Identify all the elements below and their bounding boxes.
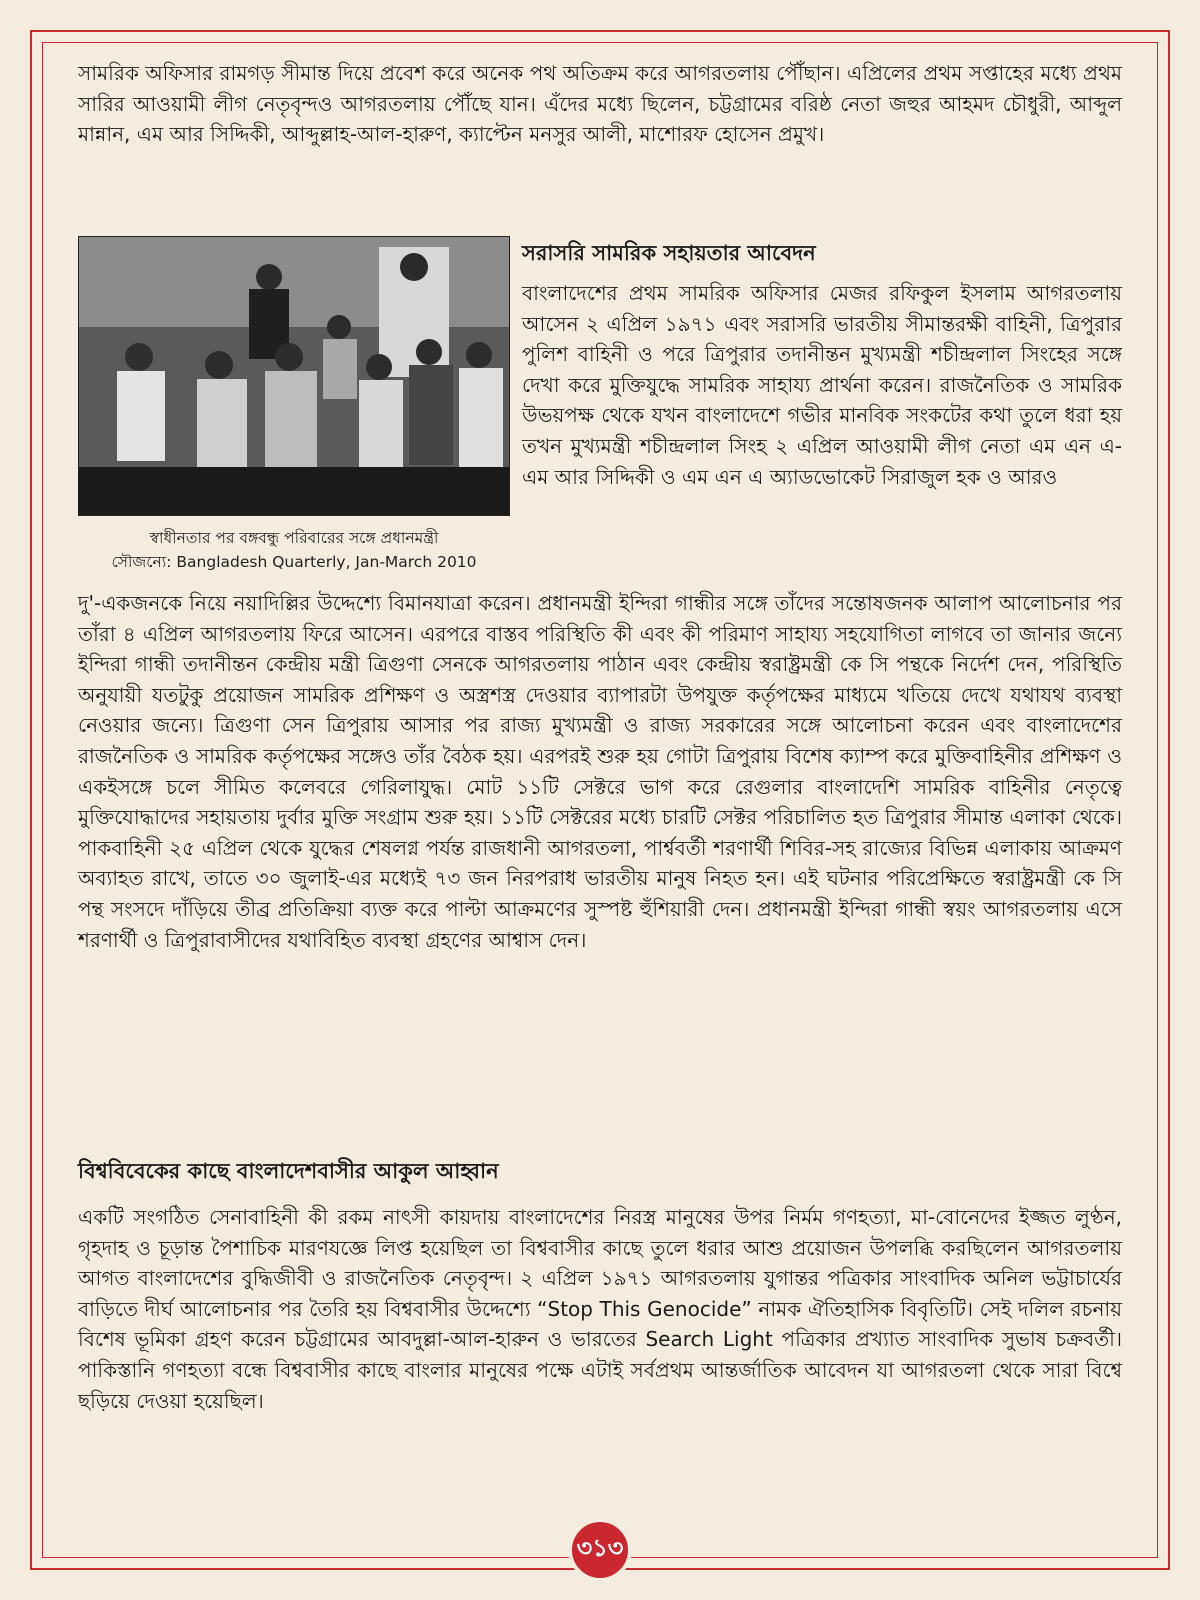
page-number: ৩১৩ [568, 1518, 632, 1582]
paragraph-main: দু'-একজনকে নিয়ে নয়াদিল্লির উদ্দেশ্যে বিমানযাত্রা করেন। প্রধানমন্ত্রী ইন্দিরা গান্ধীর সঙ্গে তাঁদের সন্তোষজনক আলাপ আলোচনার পর তাঁরা ৪ এপ্রিল আগরতলায় ফিরে আসেন। এরপরে বাস্তব পরিস্থিতি কী এবং কী পরিমাণ সাহায্য সহযোগিতা লাগবে তা জানার জন্যে ইন্দিরা গান্ধী তদানীন্তন কেন্দ্রীয় মন্ত্রী ত্রিগুণা সেনকে আগরতলায় পাঠান এবং কেন্দ্রীয় স্বরাষ্ট্রমন্ত্রী কে সি পন্থকে নির্দেশ দেন, পরিস্থিতি অনুযায়ী যতটুকু প্রয়োজন সামরিক প্রশিক্ষণ ও অস্ত্রশস্ত্র দেওয়ার ব্যাপারটা উপযুক্ত কর্তৃপক্ষের মাধ্যমে খতিয়ে দেখে যথাযথ ব্যবস্থা নেওয়ার জন্যে। ত্রিগুণা সেন ত্রিপুরায় আসার পর রাজ্য মুখ্যমন্ত্রী ও রাজ্য সরকারের সঙ্গে আলোচনা করেন এবং বাংলাদেশের রাজনৈতিক ও সামরিক কর্তৃপক্ষের সঙ্গেও তাঁর বৈঠক হয়। এরপরই শুরু হয় গোটা ত্রিপুরায় বিশেষ ক্যাম্প করে মুক্তিবাহিনীর প্রশিক্ষণ ও একইসঙ্গে চলে সীমিত কলেবরে গেরিলাযুদ্ধ। মোট ১১টি সেক্টরে ভাগ করে রেগুলার বাংলাদেশি সামরিক বাহিনীর নেতৃত্বে মুক্তিযোদ্ধাদের সহায়তায় দুর্বার মুক্তি সংগ্রাম শুরু হয়। ১১টি সেক্টরের মধ্যে চারটি সেক্টর পরিচালিত হত ত্রিপুরার সীমান্ত এলাকা থেকে। পাকবাহিনী ২৫ এপ্রিল থেকে যুদ্ধের শেষলগ্ন পর্যন্ত রাজধানী আগরতলা, পার্শ্ববর্তী শরণার্থী শিবির-সহ রাজ্যের বিভিন্ন এলাকায় আক্রমণ অব্যাহত রাখে, তাতে ৩০ জুলাই-এর মধ্যেই ৭৩ জন নিরপরাধ ভারতীয় মানুষ নিহত হন। এই ঘটনার পরিপ্রেক্ষিতে স্বরাষ্ট্রমন্ত্রী কে সি পন্থ সংসদে দাঁড়িয়ে তীব্র প্রতিক্রিয়া ব্যক্ত করে পাল্টা আক্রমণের সুস্পষ্ট হুঁশিয়ারী দেন। প্রধানমন্ত্রী ইন্দিরা গান্ধী স্বয়ং আগরতলায় এসে শরণার্থী ও ত্রিপুরাবাসীদের যথাবিহিত ব্যবস্থা গ্রহণের আশ্বাস দেন। [78, 591, 1122, 952]
caption-credit: সৌজন্যে: Bangladesh Quarterly, Jan-March 2010 [111, 553, 477, 571]
section-heading: সরাসরি সামরিক সহায়তার আবেদন [522, 241, 816, 265]
photo-illustration [79, 237, 509, 515]
photo-caption [78, 526, 510, 574]
paragraph-genocide-appeal: একটি সংগঠিত সেনাবাহিনী কী রকম নাৎসী কায়দায় বাংলাদেশের নিরস্ত্র মানুষের উপর নির্মম গণহত্যা, মা-বোনেদের ইজ্জত লুণ্ঠন, গৃহদাহ ও চূড়ান্ত পৈশাচিক মারণযজ্ঞে লিপ্ত হয়েছিল তা বিশ্ববাসীর কাছে তুলে ধরার আশু প্রয়োজন উপলব্ধি করছিলেন আগরতলায় আগত বাংলাদেশের বুদ্ধিজীবী ও রাজনৈতিক নেতৃবৃন্দ। ২ এপ্রিল ১৯৭১ আগরতলায় যুগান্তর পত্রিকার সাংবাদিক অনিল ভট্টাচার্যের বাড়িতে দীর্ঘ আলোচনার পর তৈরি হয় বিশ্ববাসীর উদ্দেশ্যে “Stop This Genocide” নামক ঐতিহাসিক বিবৃতিটি। সেই দলিল রচনায় বিশেষ ভূমিকা গ্রহণ করেন চট্টগ্রামের আবদুল্লা-আল-হারুন ও ভারতের Search Light পত্রিকার প্রখ্যাত সাংবাদিক সুভাষ চক্রবর্তী। পাকিস্তানি গণহত্যা বন্ধে বিশ্ববাসীর কাছে বাংলার মানুষের পক্ষে এটাই সর্বপ্রথম আন্তর্জাতিক আবেদন যা আগরতলা থেকে সারা বিশ্বে ছড়িয়ে দেওয়া হয়েছিল। [78, 1205, 1122, 1413]
paragraph-intro: সামরিক অফিসার রামগড় সীমান্ত দিয়ে প্রবেশ করে অনেক পথ অতিক্রম করে আগরতলায় পৌঁছান। এপ্রিলের প্রথম সপ্তাহের মধ্যে প্রথম সারির আওয়ামী লীগ নেতৃবৃন্দও আগরতলায় পৌঁছে যান। এঁদের মধ্যে ছিলেন, চট্টগ্রামের বরিষ্ঠ নেতা জহুর আহমদ চৌধুরী, আব্দুল মান্নান, এম আর সিদ্দিকী, আব্দুল্লাহ-আল-হারুণ, ক্যাপ্টেন মনসুর আলী, মাশোরফ হোসেন প্রমুখ। [78, 61, 1122, 147]
section-heading-2: বিশ্ববিবেকের কাছে বাংলাদেশবাসীর আকুল আহ্বান [78, 1159, 499, 1183]
figure [78, 236, 510, 574]
caption-line-1: স্বাধীনতার পর বঙ্গবন্ধু পরিবারের সঙ্গে প্রধানমন্ত্রী [149, 529, 439, 547]
page-content [78, 58, 1122, 1528]
historical-photo [78, 236, 510, 516]
section-paragraph: বাংলাদেশের প্রথম সামরিক অফিসার মেজর রফিকুল ইসলাম আগরতলায় আসেন ২ এপ্রিল ১৯৭১ এবং সরাসরি ভারতীয় সীমান্তরক্ষী বাহিনী, ত্রিপুরার পুলিশ বাহিনী ও পরে ত্রিপুরার তদানীন্তন মুখ্যমন্ত্রী শচীন্দ্রলাল সিংহের সঙ্গে দেখা করে মুক্তিযুদ্ধে সামরিক সাহায্য প্রার্থনা করেন। রাজনৈতিক ও সামরিক উভয়পক্ষ থেকে যখন বাংলাদেশে গভীর মানবিক সংকটের কথা তুলে ধরা হয় তখন মুখ্যমন্ত্রী শচীন্দ্রলাল সিংহ ২ এপ্রিল আওয়ামী লীগ নেতা এম এন এ-এম আর সিদ্দিকী ও এম এন এ অ্যাডভোকেট সিরাজুল হক ও আরও [522, 281, 1122, 489]
section-military-appeal [522, 236, 1122, 492]
